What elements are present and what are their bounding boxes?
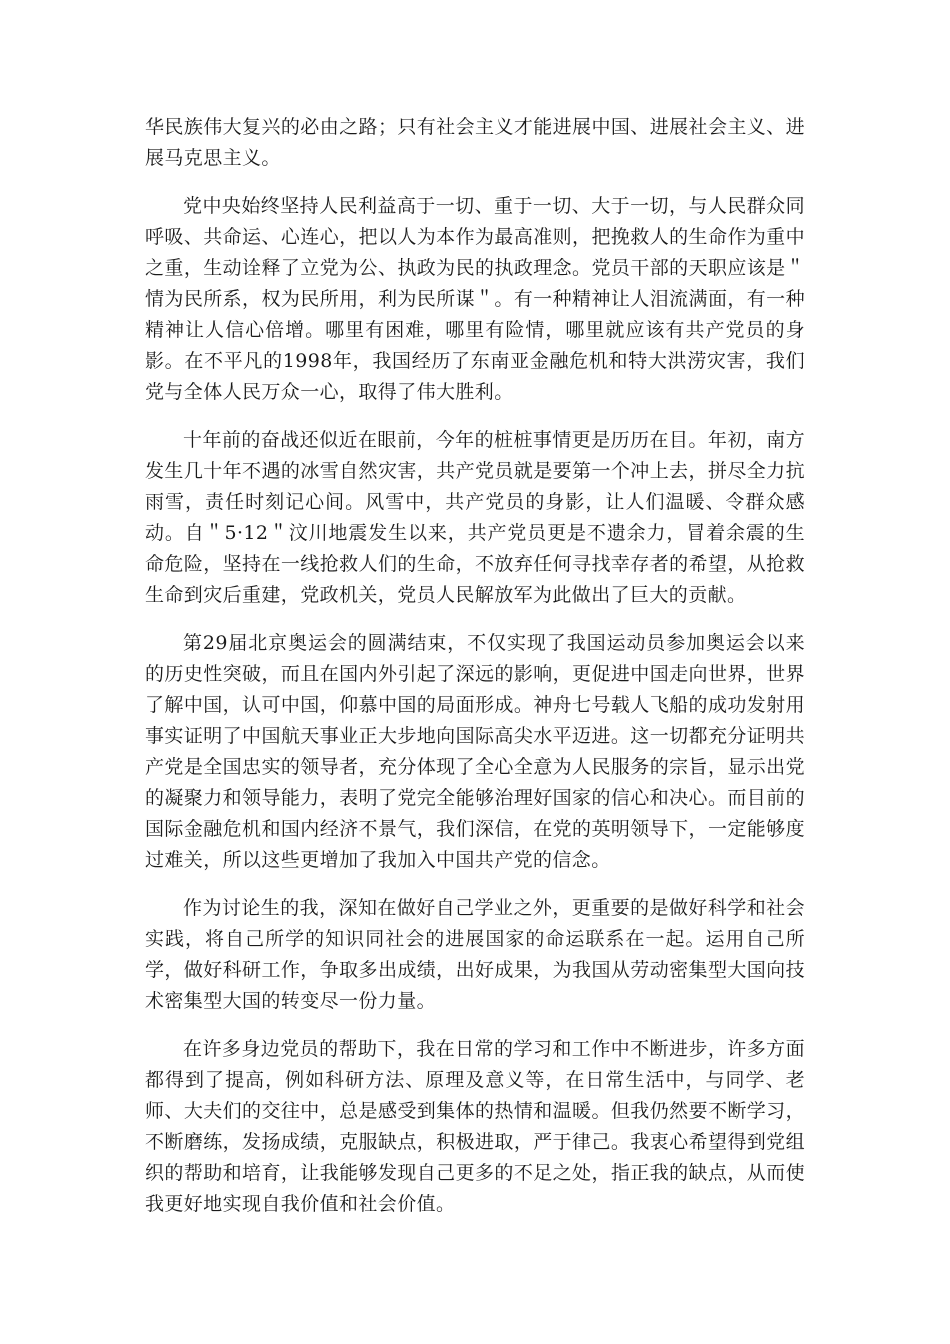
paragraph-continued: 华民族伟大复兴的必由之路；只有社会主义才能进展中国、进展社会主义、进展马克思主义。 bbox=[145, 116, 805, 169]
document-body bbox=[145, 112, 805, 1237]
paragraph-people-first: 党中央始终坚持人民利益高于一切、重于一切、大于一切，与人民群众同呼吸、共命运、心连心，把以人为本作为最高准则，把挽救人的生命作为重中之重，生动诠释了立党为公、执政为民的执政理念。党员干部的天职应该是＂情为民所系，权为民所用，利为民所谋＂。有一种精神让人泪流满面，有一种精神让人信心倍增。哪里有困难，哪里有险情，哪里就应该有共产党员的身影。在不平凡的1998年，我国经历了东南亚金融危机和特大洪涝灾害，我们党与全体人民万众一心，取得了伟大胜利。 bbox=[145, 195, 805, 403]
paragraph-student-duty: 作为讨论生的我，深知在做好自己学业之外，更重要的是做好科学和社会实践，将自己所学的知识同社会的进展国家的命运联系在一起。运用自己所学，做好科研工作，争取多出成绩，出好成果，为我国从劳动密集型大国向技术密集型大国的转变尽一份力量。 bbox=[145, 897, 805, 1012]
paragraph-self-improvement: 在许多身边党员的帮助下，我在日常的学习和工作中不断进步，许多方面都得到了提高，例如科研方法、原理及意义等，在日常生活中，与同学、老师、大夫们的交往中，总是感受到集体的热情和温暖。但我仍然要不断学习，不断磨练，发扬成绩，克服缺点，积极进取，严于律己。我衷心希望得到党组织的帮助和培育，让我能够发现自己更多的不足之处，指正我的缺点，从而使我更好地实现自我价值和社会价值。 bbox=[145, 1038, 805, 1215]
paragraph-olympics-space: 第29届北京奥运会的圆满结束，不仅实现了我国运动员参加奥运会以来的历史性突破，而且在国内外引起了深远的影响，更促进中国走向世界，世界了解中国，认可中国，仰慕中国的局面形成。神舟七号载人飞船的成功发射用事实证明了中国航天事业正大步地向国际高尖水平迈进。这一切都充分证明共产党是全国忠实的领导者，充分体现了全心全意为人民服务的宗旨，显示出党的凝聚力和领导能力，表明了党完全能够治理好国家的信心和决心。而目前的国际金融危机和国内经济不景气，我们深信，在党的英明领导下，一定能够度过难关，所以这些更增加了我加入中国共产党的信念。 bbox=[145, 632, 805, 871]
paragraph-disaster-relief: 十年前的奋战还似近在眼前，今年的桩桩事情更是历历在目。年初，南方发生几十年不遇的冰雪自然灾害，共产党员就是要第一个冲上去，拼尽全力抗雨雪，责任时刻记心间。风雪中，共产党员的身影，让人们温暖、令群众感动。自＂5·12＂汶川地震发生以来，共产党员更是不遗余力，冒着余震的生命危险，坚持在一线抢救人们的生命，不放弃任何寻找幸存者的希望，从抢救生命到灾后重建，党政机关，党员人民解放军为此做出了巨大的贡献。 bbox=[145, 429, 805, 606]
